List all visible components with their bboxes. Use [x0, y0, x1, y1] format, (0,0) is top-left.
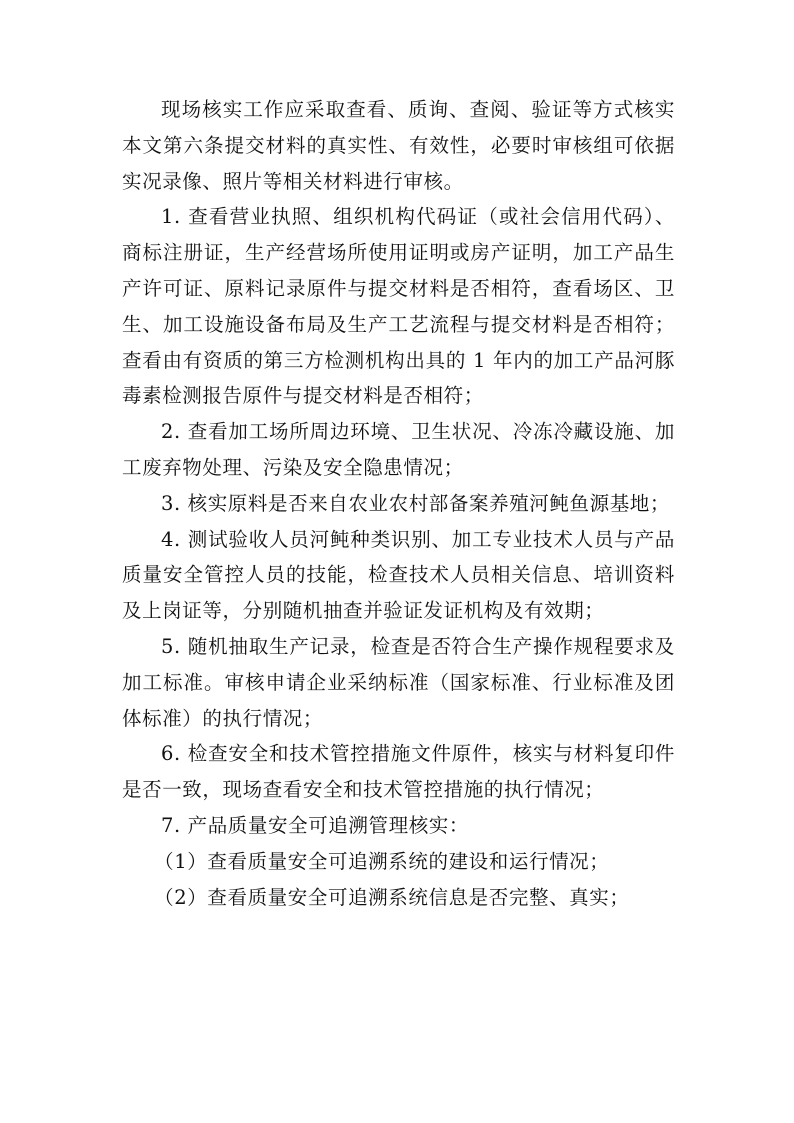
item-4-paragraph: 4. 测试验收人员河鲀种类识别、加工专业技术人员与产品质量安全管控人员的技能，检查技术人员相关信息、培训资料及上岗证等，分别随机抽查并验证发证机构及有效期； [122, 527, 675, 623]
item-1-paragraph: 1. 查看营业执照、组织机构代码证（或社会信用代码）、商标注册证，生产经营场所使用证明或房产证明，加工产品生产许可证、原料记录原件与提交材料是否相符，查看场区、卫生、加工设施设备布局及生产工艺流程与提交材料是否相符；查看由有资质的第三方检测机构出具的 1 年内的加工产品河豚毒素检测报告原件与提交材料是否相符； [122, 205, 675, 408]
item-7-paragraph: 7. 产品质量安全可追溯管理核实： [161, 813, 470, 837]
item-3-paragraph: 3. 核实原料是否来自农业农村部备案养殖河鲀鱼源基地； [161, 491, 671, 515]
item-5-paragraph: 5. 随机抽取生产记录，检查是否符合生产操作规程要求及加工标准。审核申请企业采纳标准（国家标准、行业标准及团体标准）的执行情况； [122, 634, 675, 730]
document-page [122, 92, 675, 915]
item-6-paragraph: 6. 检查安全和技术管控措施文件原件，核实与材料复印件是否一致，现场查看安全和技术管控措施的执行情况； [122, 742, 675, 802]
intro-paragraph: 现场核实工作应采取查看、质询、查阅、验证等方式核实本文第六条提交材料的真实性、有效性，必要时审核组可依据实况录像、照片等相关材料进行审核。 [122, 98, 675, 193]
sub-item-2: （2）查看质量安全可追溯系统信息是否完整、真实； [154, 885, 630, 909]
item-2-paragraph: 2. 查看加工场所周边环境、卫生状况、冷冻冷藏设施、加工废弃物处理、污染及安全隐患情况； [122, 420, 675, 479]
sub-item-1: （1）查看质量安全可追溯系统的建设和运行情况； [154, 849, 610, 873]
